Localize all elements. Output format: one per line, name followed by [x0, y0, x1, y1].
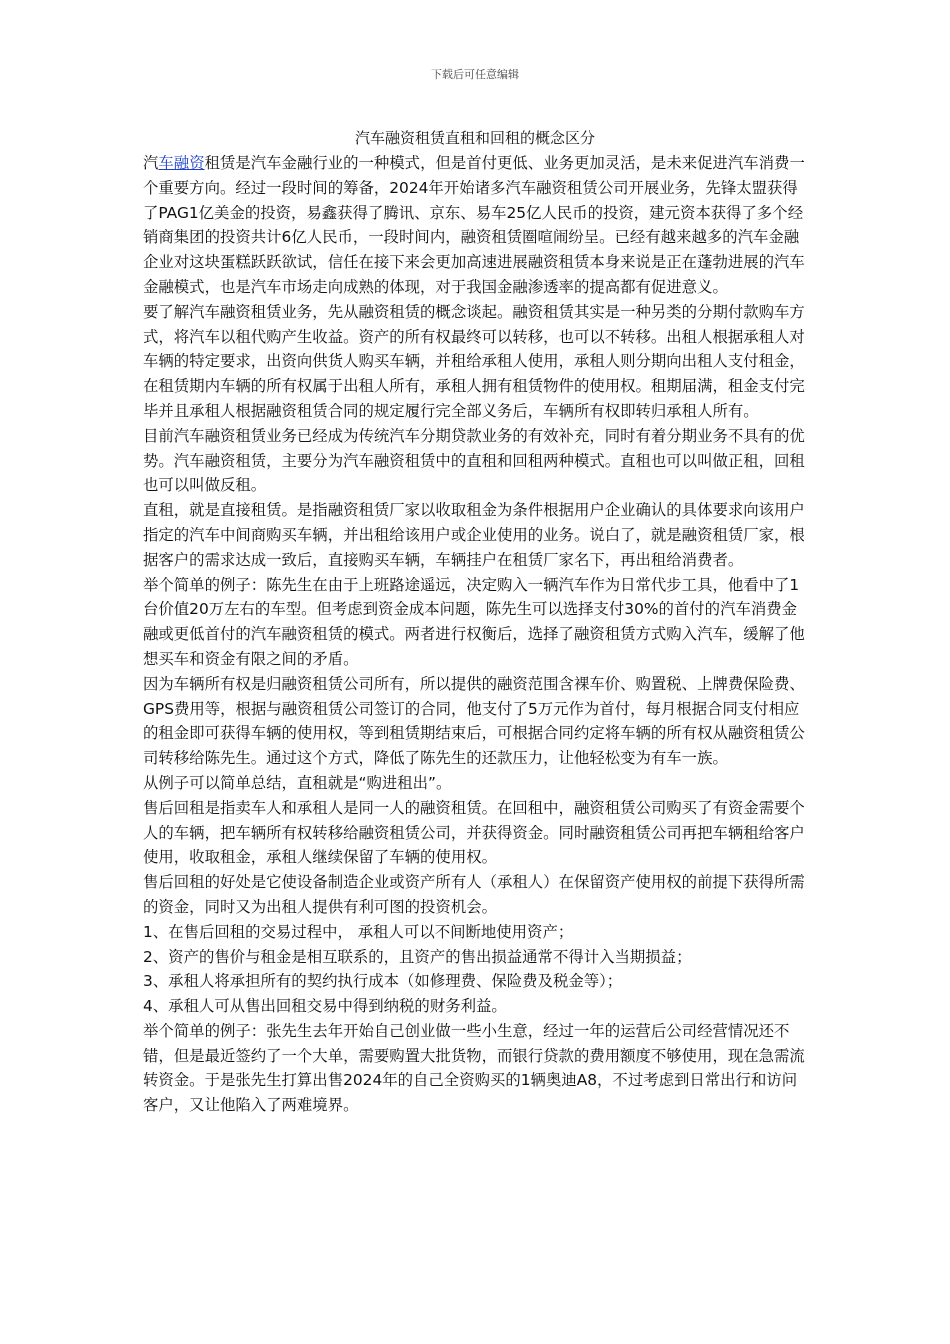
header-note: 下载后可任意编辑	[431, 68, 519, 81]
paragraph-direct-example: 举个简单的例子：陈先生在由于上班路途遥远，决定购入一辆汽车作为日常代步工具，他看中了1台价值20万左右的车型。但考虑到资金成本问题，陈先生可以选择支付30%的首付的汽车消费金融或更低首付的汽车融资租赁的模式。两者进行权衡后，选择了融资租赁方式购入汽车，缓解了他想买车和资金有限之间的矛盾。	[143, 575, 805, 668]
document-body	[143, 151, 811, 1118]
intro-rest: 租赁是汽车金融行业的一种模式，但是首付更低、业务更加灵活，是未来促进汽车消费一个重要方向。经过一段时间的筹备，2024年开始诸多汽车融资租赁公司开展业务，先锋太盟获得了PAG1亿美金的投资，易鑫获得了腾讯、京东、易车25亿人民币的投资，建元资本获得了多个经销商集团的投资共计6亿人民币，一段时间内，融资租赁圈喧闹纷呈。已经有越来越多的汽车金融企业对这块蛋糕跃跃欲试，信任在接下来会更加高速进展融资租赁本身来说是正在蓬勃进展的汽车金融模式，也是汽车市场走向成熟的体现，对于我国金融渗透率的提高都有促进意义。	[143, 154, 805, 296]
list-item: 2、资产的售价与租金是相互联系的，且资产的售出损益通常不得计入当期损益；	[143, 947, 692, 966]
paragraph-leasing-concept: 要了解汽车融资租赁业务，先从融资租赁的概念谈起。融资租赁其实是一种另类的分期付款购车方式，将汽车以租代购产生收益。资产的所有权最终可以转移，也可以不转移。出租人根据承租人对车辆的特定要求，出资向供货人购买车辆，并租给承租人使用，承租人则分期向出租人支付租金，在租赁期内车辆的所有权属于出租人所有，承租人拥有租赁物件的使用权。租期届满，租金支付完毕并且承租人根据融资租赁合同的规定履行完全部义务后，车辆所有权即转归承租人所有。	[143, 302, 805, 420]
paragraph-leaseback: 售后回租是指卖车人和承租人是同一人的融资租赁。在回租中，融资租赁公司购买了有资金需要个人的车辆，把车辆所有权转移给融资租赁公司，并获得资金。同时融资租赁公司再把车辆租给客户使用，收取租金，承租人继续保留了车辆的使用权。	[143, 798, 805, 867]
document-title: 汽车融资租赁直租和回租的概念区分	[354, 129, 595, 147]
list-item: 4、承租人可从售出回租交易中得到纳税的财务利益。	[143, 997, 507, 1016]
paragraph-direct-lease: 直租，就是直接租赁。是指融资租赁厂家以收取租金为条件根据用户企业确认的具体要求向该用户指定的汽车中间商购买车辆，并出租给该用户或企业使用的业务。说白了，就是融资租赁厂家，根据客户的需求达成一致后，直接购买车辆，车辆挂户在租赁厂家名下，再出租给消费者。	[143, 501, 805, 569]
list-item: 1、在售后回租的交易过程中， 承租人可以不间断地使用资产；	[143, 922, 574, 941]
paragraph-direct-example-detail: 因为车辆所有权是归融资租赁公司所有，所以提供的融资范围含裸车价、购置税、上牌费保险费、GPS费用等，根据与融资租赁公司签订的合同，他支付了5万元作为首付，每月根据合同支付相应的租金即可获得车辆的使用权，等到租赁期结束后，可根据合同约定将车辆的所有权从融资租赁公司转移给陈先生。通过这个方式，降低了陈先生的还款压力，让他轻松变为有车一族。	[143, 674, 805, 768]
intro-lead: 汽	[143, 154, 159, 172]
paragraph-leaseback-example: 举个简单的例子：张先生去年开始自己创业做一些小生意，经过一年的运营后公司经营情况还不错，但是最近签约了一个大单，需要购置大批货物，而银行贷款的费用额度不够使用，现在急需流转资金。于是张先生打算出售2024年的自己全资购买的1辆奥迪A8，不过考虑到日常出行和访问客户，又让他陷入了两难境界。	[143, 1021, 805, 1115]
paragraph-direct-summary: 从例子可以简单总结，直租就是“购进租出”。	[143, 773, 452, 792]
paragraph-leasing-types: 目前汽车融资租赁业务已经成为传统汽车分期贷款业务的有效补充，同时有着分期业务不具有的优势。汽车融资租赁，主要分为汽车融资租赁中的直租和回租两种模式。直租也可以叫做正租，回租也可以叫做反租。	[143, 426, 805, 495]
car-finance-link[interactable]: 车融资	[158, 154, 205, 172]
intro-paragraph	[143, 151, 811, 300]
paragraph-leaseback-benefit: 售后回租的好处是它使设备制造企业或资产所有人（承租人）在保留资产使用权的前提下获得所需的资金，同时又为出租人提供有利可图的投资机会。	[143, 873, 805, 916]
list-item: 3、承租人将承担所有的契约执行成本（如修理费、保险费及税金等）；	[143, 972, 623, 991]
